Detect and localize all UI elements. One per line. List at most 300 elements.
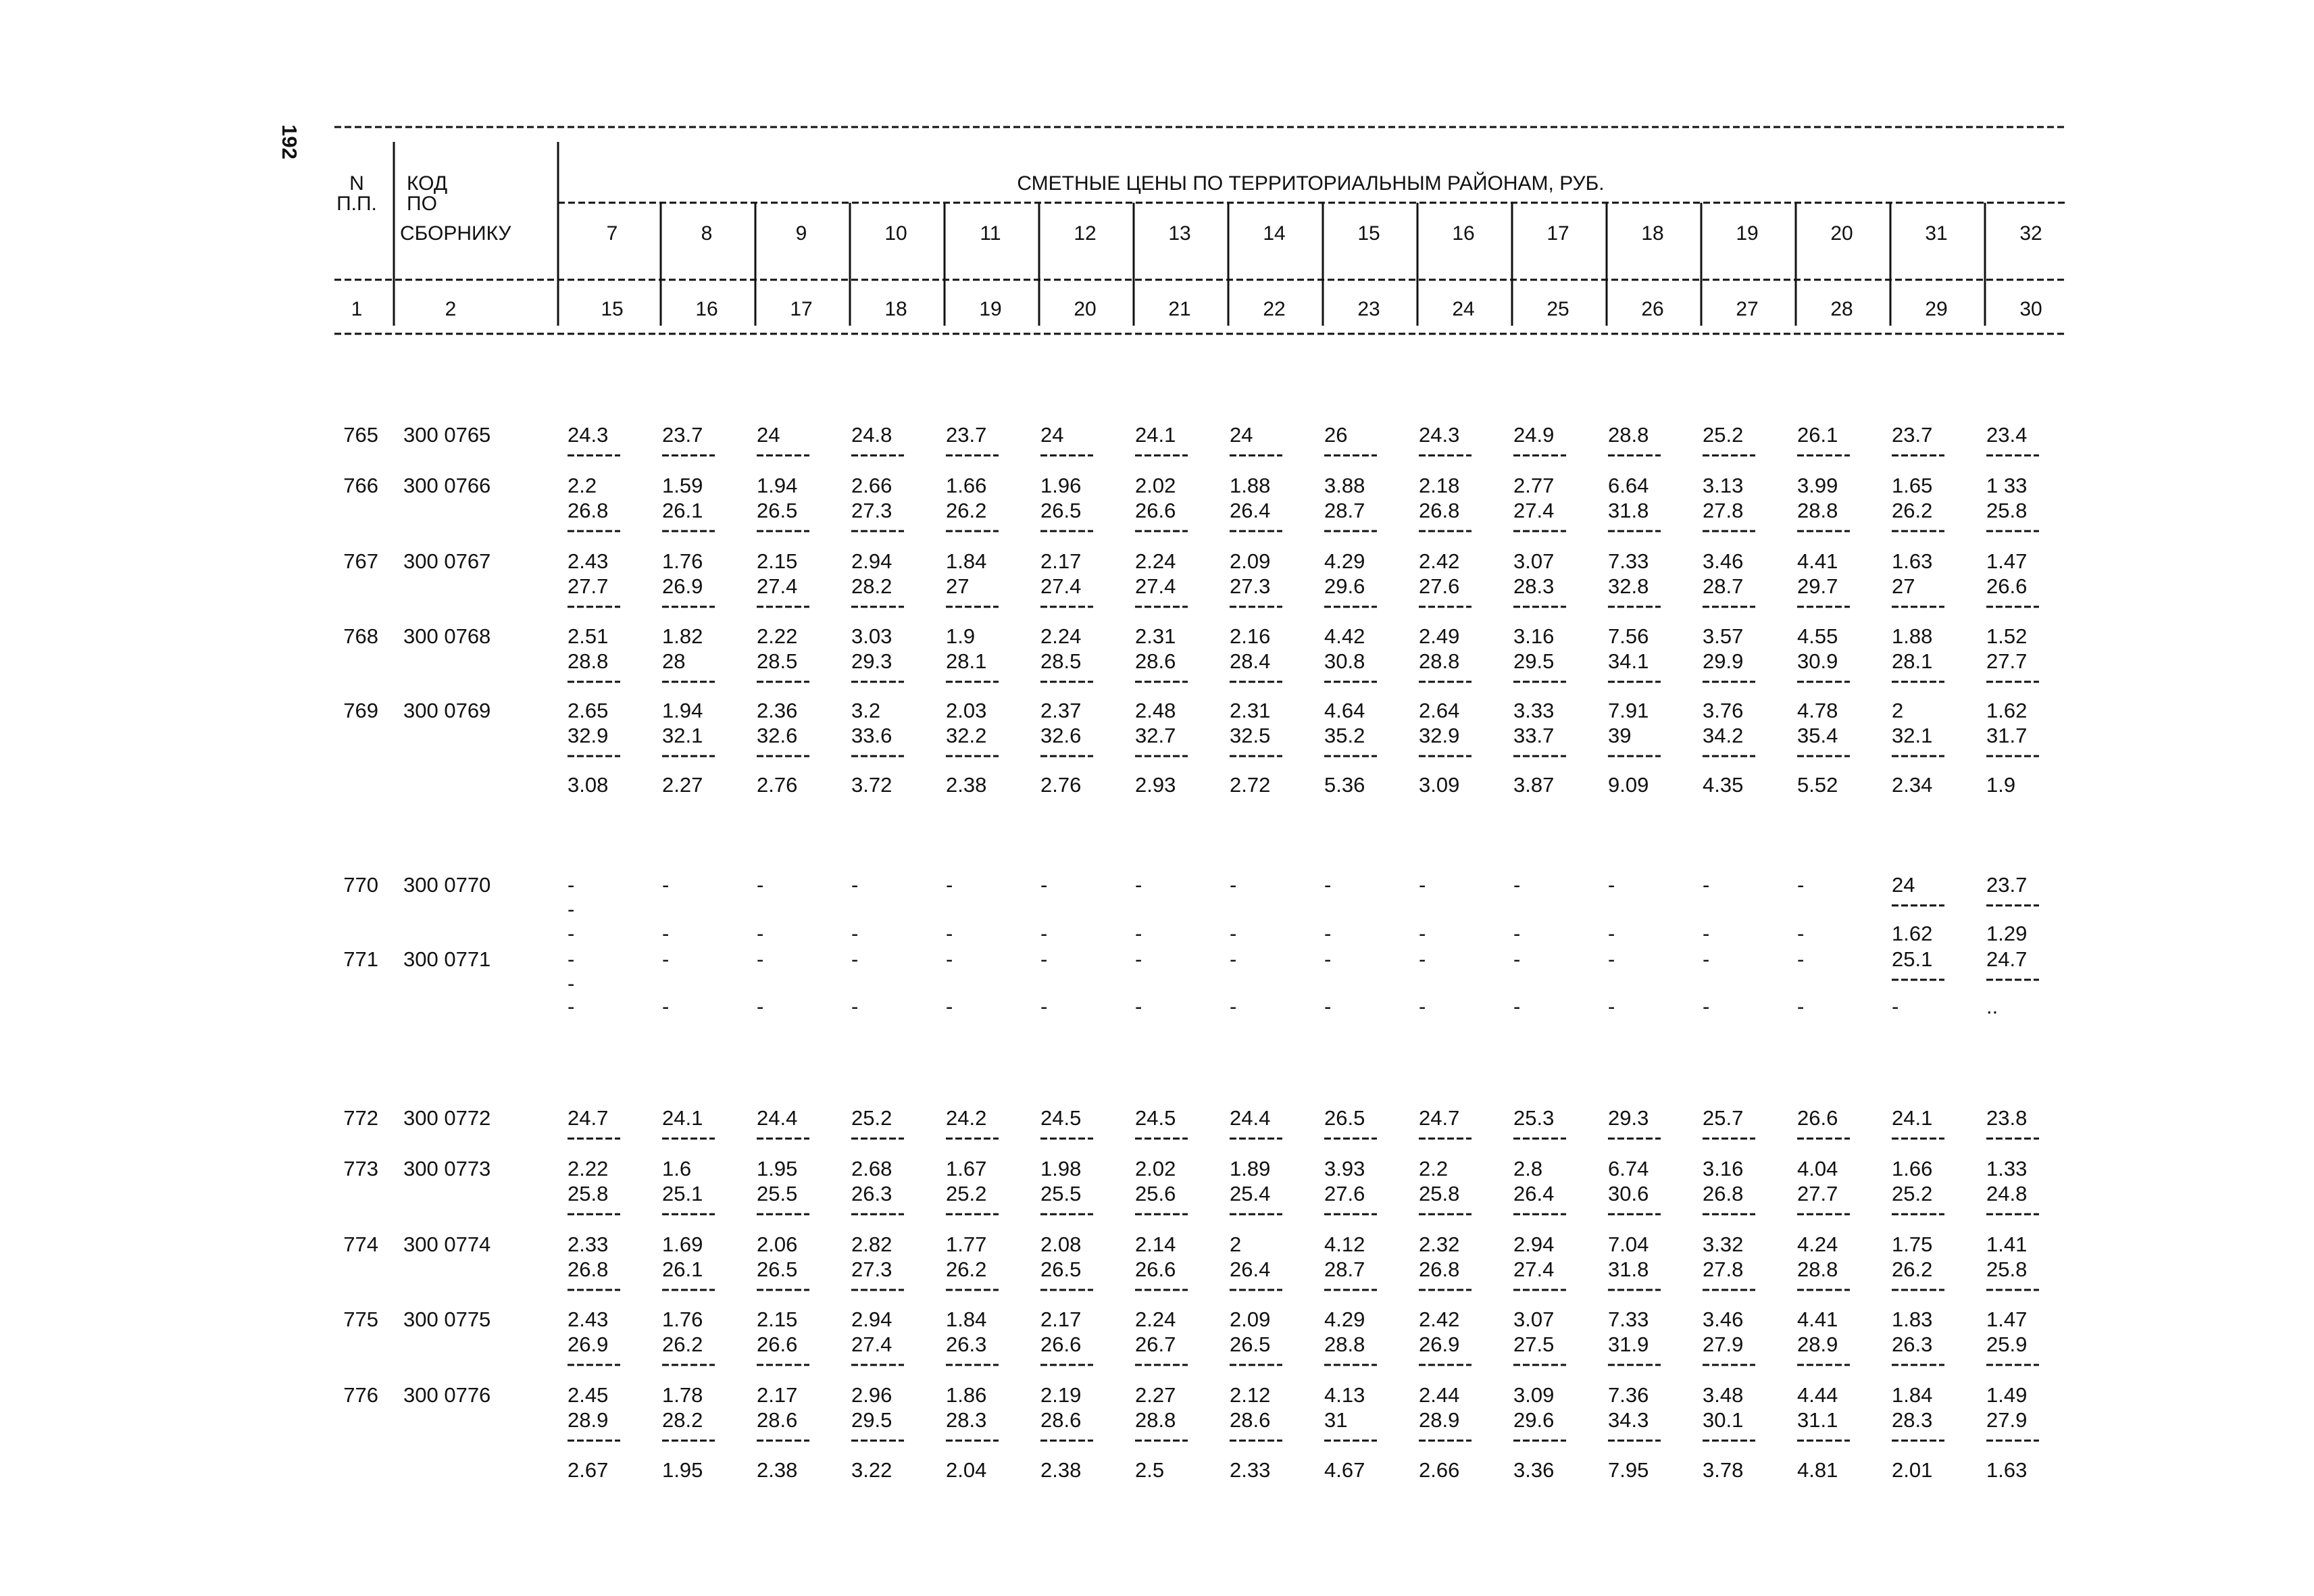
empty-cell-dash: -: [851, 922, 859, 945]
empty-cell-dash: -: [946, 947, 953, 971]
price-cell: 29.5: [1513, 649, 1555, 673]
price-cell: 2.38: [1040, 1458, 1082, 1482]
column-number: 19: [979, 298, 1002, 320]
price-cell: 30.6: [1608, 1182, 1649, 1205]
column-number: 26: [1641, 298, 1664, 320]
district-label: 15: [1357, 222, 1380, 245]
price-cell: 32.1: [662, 724, 703, 747]
price-cell: 24.1: [662, 1106, 703, 1130]
district-label: 8: [701, 222, 713, 245]
price-cell: 26.5: [757, 1257, 798, 1281]
price-cell: 1.98: [1040, 1157, 1082, 1180]
price-cell: 2.01: [1892, 1458, 1933, 1482]
price-cell: 2.38: [757, 1458, 798, 1482]
empty-cell-dash: -: [568, 947, 575, 971]
price-cell: 1.83: [1892, 1307, 1933, 1331]
price-cell: 2.65: [568, 699, 609, 722]
row-number: 765: [343, 423, 378, 447]
column-number: 22: [1263, 298, 1286, 320]
price-cell: 32.1: [1892, 724, 1933, 747]
price-cell: 27.3: [1230, 574, 1271, 598]
price-cell: 3.46: [1703, 549, 1744, 573]
price-cell: 5.36: [1324, 773, 1365, 797]
row-number: 769: [343, 699, 378, 722]
price-cell: 26.5: [757, 499, 798, 522]
price-cell: 30.8: [1324, 649, 1365, 673]
empty-cell-dash: -: [1135, 873, 1142, 897]
price-cell: 26.1: [662, 1257, 703, 1281]
price-cell: 26.3: [946, 1332, 987, 1356]
table-row: [343, 1383, 2027, 1407]
price-cell: 24: [1230, 423, 1253, 447]
price-cell: 3.08: [568, 773, 609, 797]
price-cell: 25.2: [1892, 1182, 1933, 1205]
price-cell: 24.2: [946, 1106, 987, 1130]
price-cell: 25.5: [1040, 1182, 1082, 1205]
empty-cell-dash: -: [851, 995, 859, 1018]
price-cell: 1.33: [1986, 1157, 2028, 1180]
price-cell: 2.51: [568, 624, 609, 648]
empty-cell-dash: -: [568, 995, 575, 1018]
price-cell: 3.72: [851, 773, 892, 797]
row-number: 774: [343, 1232, 378, 1256]
price-cell: 2.31: [1230, 699, 1271, 722]
price-cell: 2.02: [1135, 474, 1176, 497]
price-cell: 1.94: [662, 699, 703, 722]
price-cell: 3.07: [1513, 1307, 1555, 1331]
price-cell: 4.29: [1324, 1307, 1365, 1331]
district-label: 20: [1830, 222, 1853, 245]
price-cell: 2.93: [1135, 773, 1176, 797]
price-cell: 29.3: [851, 649, 892, 673]
column-number: 21: [1168, 298, 1191, 320]
empty-cell-dash: -: [1608, 947, 1615, 971]
price-cell: 2.43: [568, 549, 609, 573]
col-code-label: КОД: [407, 172, 448, 195]
price-cell: 2.34: [1892, 773, 1933, 797]
catalog-code: 300 0774: [403, 1232, 491, 1256]
row-number: 773: [343, 1157, 378, 1180]
price-cell: 28.8: [568, 649, 609, 673]
price-cell: 24: [757, 423, 780, 447]
page-number: 192: [278, 124, 301, 159]
district-label: 31: [1925, 222, 1948, 245]
price-cell: 1.41: [1986, 1232, 2028, 1256]
price-cell: 3.99: [1797, 474, 1838, 497]
price-cell: 25.3: [1513, 1106, 1555, 1130]
price-cell: 26.2: [1892, 1257, 1933, 1281]
price-cell: 1.9: [946, 624, 976, 648]
price-cell: 1.94: [757, 474, 798, 497]
price-cell: 24.9: [1513, 423, 1555, 447]
table-row: [343, 474, 2027, 497]
empty-cell-dash: -: [662, 995, 670, 1018]
col-code-label-3: СБОРНИКУ: [400, 222, 511, 245]
price-cell: 28.3: [1513, 574, 1555, 598]
price-cell: 2.82: [851, 1232, 892, 1256]
price-cell: 25.2: [946, 1182, 987, 1205]
price-cell: 4.12: [1324, 1232, 1365, 1256]
price-cell: 27: [1892, 574, 1915, 598]
price-cell: 2.68: [851, 1157, 892, 1180]
price-cell: 2.44: [1419, 1383, 1460, 1407]
price-cell: 26.5: [1230, 1332, 1271, 1356]
table-row: [568, 724, 2039, 756]
district-label: 32: [2019, 222, 2042, 245]
price-cell: 1.9: [1986, 773, 2016, 797]
price-cell: 4.44: [1797, 1383, 1838, 1407]
empty-cell-dash: -: [1230, 947, 1237, 971]
price-cell: 3.46: [1703, 1307, 1744, 1331]
price-cell: 7.95: [1608, 1458, 1649, 1482]
price-cell: 27.4: [1513, 1257, 1555, 1281]
price-cell: 27.7: [1797, 1182, 1838, 1205]
district-label: 12: [1074, 222, 1097, 245]
price-cell: 2.22: [568, 1157, 609, 1180]
price-cell: 24.3: [568, 423, 609, 447]
table-row: [343, 1232, 2027, 1256]
price-cell: 33.7: [1513, 724, 1555, 747]
price-cell: 32.2: [946, 724, 987, 747]
price-cell: 2.94: [851, 1307, 892, 1331]
catalog-code: 300 0775: [403, 1307, 491, 1331]
price-cell: 3.32: [1703, 1232, 1744, 1256]
price-cell: 2.24: [1135, 549, 1176, 573]
price-cell: 2.22: [757, 624, 798, 648]
price-cell: 2.37: [1040, 699, 1082, 722]
row-number: 766: [343, 474, 378, 497]
price-cell: 6.64: [1608, 474, 1649, 497]
price-cell: 25.8: [1986, 499, 2028, 522]
price-cell: 26.7: [1135, 1332, 1176, 1356]
price-cell: 3.88: [1324, 474, 1365, 497]
empty-cell-dash: -: [1040, 995, 1048, 1018]
col-number-2: 2: [445, 298, 457, 320]
price-cell: 2.43: [568, 1307, 609, 1331]
price-cell: 25.8: [1419, 1182, 1460, 1205]
price-cell: 4.24: [1797, 1232, 1838, 1256]
price-cell: 32.6: [757, 724, 798, 747]
price-cell: 2.12: [1230, 1383, 1271, 1407]
price-cell: 29.5: [851, 1408, 892, 1432]
empty-cell-dash: -: [1040, 922, 1048, 945]
empty-cell-dash: -: [851, 947, 859, 971]
price-cell: 23.7: [946, 423, 987, 447]
price-cell: 1.47: [1986, 549, 2028, 573]
column-number: 25: [1546, 298, 1569, 320]
price-cell: 30.1: [1703, 1408, 1744, 1432]
price-cell: 28.1: [946, 649, 987, 673]
district-label: 14: [1263, 222, 1286, 245]
table-row: [343, 1157, 2027, 1180]
table-row: [343, 1106, 2039, 1139]
price-cell: 24.4: [757, 1106, 798, 1130]
empty-cell-dash: -: [1513, 873, 1521, 897]
price-cell: 2.16: [1230, 624, 1271, 648]
table-body: [343, 423, 2039, 1482]
price-cell: 29.3: [1608, 1106, 1649, 1130]
catalog-code: 300 0769: [403, 699, 491, 722]
price-cell: 31: [1324, 1408, 1348, 1432]
price-cell: 1.78: [662, 1383, 703, 1407]
price-cell: 2.38: [946, 773, 987, 797]
price-cell: 26.6: [1986, 574, 2028, 598]
price-cell: 26.6: [757, 1332, 798, 1356]
price-cell: 1.65: [1892, 474, 1933, 497]
price-cell: 31.8: [1608, 499, 1649, 522]
empty-cell-dash: -: [662, 947, 670, 971]
price-cell: 23.4: [1986, 423, 2028, 447]
price-cell: 26.9: [662, 574, 703, 598]
price-cell: 1.52: [1986, 624, 2028, 648]
price-cell: 2.33: [568, 1232, 609, 1256]
price-cell: 25.8: [1986, 1257, 2028, 1281]
row-number: 768: [343, 624, 378, 648]
empty-cell-dash: -: [1703, 947, 1710, 971]
column-number: 23: [1357, 298, 1380, 320]
empty-cell-dash: -: [1608, 922, 1615, 945]
price-cell: 26.5: [1040, 499, 1082, 522]
price-cell: 26.8: [1419, 499, 1460, 522]
price-cell: 31.1: [1797, 1408, 1838, 1432]
price-cell: 32.7: [1135, 724, 1176, 747]
price-cell: 1.67: [946, 1157, 987, 1180]
price-cell: 26.8: [1703, 1182, 1744, 1205]
price-cell: 3.48: [1703, 1383, 1744, 1407]
catalog-code: 300 0773: [403, 1157, 491, 1180]
empty-cell-dash: -: [1419, 873, 1426, 897]
price-cell: 2.76: [1040, 773, 1082, 797]
price-cell: 26.8: [568, 499, 609, 522]
empty-cell-dash: -: [1230, 995, 1237, 1018]
price-cell: 1.62: [1986, 699, 2028, 722]
column-number: 28: [1830, 298, 1853, 320]
price-cell: 32.9: [568, 724, 609, 747]
price-cell: 25.5: [757, 1182, 798, 1205]
price-cell: 39: [1608, 724, 1632, 747]
price-cell: 23.8: [1986, 1106, 2028, 1130]
price-cell: 4.78: [1797, 699, 1838, 722]
empty-cell-dash: -: [757, 995, 764, 1018]
row-number: 776: [343, 1383, 378, 1407]
price-cell: 3.16: [1703, 1157, 1744, 1180]
price-cell: 29.7: [1797, 574, 1838, 598]
price-cell: 2.49: [1419, 624, 1460, 648]
price-cell: 4.41: [1797, 1307, 1838, 1331]
price-cell: 2.15: [757, 549, 798, 573]
table-row: [343, 947, 2027, 971]
price-cell: 1.84: [1892, 1383, 1933, 1407]
price-cell: 26.1: [1797, 423, 1838, 447]
price-cell: 4.04: [1797, 1157, 1838, 1180]
col-n-label-2: П.П.: [336, 193, 377, 215]
price-cell: 2.03: [946, 699, 987, 722]
price-cell: 24.3: [1419, 423, 1460, 447]
price-cell: 3.93: [1324, 1157, 1365, 1180]
column-number: 29: [1925, 298, 1948, 320]
price-cell: 2.14: [1135, 1232, 1176, 1256]
price-cell: 31.7: [1986, 724, 2028, 747]
price-cell: 5.52: [1797, 773, 1838, 797]
price-cell: 26.4: [1230, 1257, 1271, 1281]
price-cell: 28.6: [1135, 649, 1176, 673]
price-cell: 26.9: [568, 1332, 609, 1356]
price-cell: 2.17: [1040, 549, 1082, 573]
price-cell: 2.18: [1419, 474, 1460, 497]
price-cell: 28.3: [1892, 1408, 1933, 1432]
price-cell: 26.6: [1797, 1106, 1838, 1130]
price-cell: 27.5: [1513, 1332, 1555, 1356]
empty-cell-dash: -: [946, 995, 953, 1018]
price-cell: 2.76: [757, 773, 798, 797]
price-cell: 2.32: [1419, 1232, 1460, 1256]
price-cell: 33.6: [851, 724, 892, 747]
empty-cell-dash: -: [1513, 995, 1521, 1018]
price-cell: 1.66: [1892, 1157, 1933, 1180]
price-cell: 1.6: [662, 1157, 692, 1180]
price-cell: 28.8: [1608, 423, 1649, 447]
district-label: 18: [1641, 222, 1664, 245]
empty-cell-dash: -: [1419, 947, 1426, 971]
empty-cell-dash: -: [1040, 873, 1048, 897]
catalog-code: 300 0767: [403, 549, 491, 573]
price-cell: 2.09: [1230, 1307, 1271, 1331]
price-cell: 1.66: [946, 474, 987, 497]
price-cell: 32.8: [1608, 574, 1649, 598]
price-cell: 2.66: [851, 474, 892, 497]
price-cell: 9.09: [1608, 773, 1649, 797]
price-cell: 26.5: [1040, 1257, 1082, 1281]
empty-cell-dash: -: [1324, 947, 1332, 971]
row-number: 770: [343, 873, 378, 897]
price-cell: 2.94: [851, 549, 892, 573]
price-cell: 3.76: [1703, 699, 1744, 722]
price-cell: 1.84: [946, 1307, 987, 1331]
catalog-code: 300 0765: [403, 423, 491, 447]
price-cell: 2.27: [1135, 1383, 1176, 1407]
price-cell: 3.36: [1513, 1458, 1555, 1482]
price-cell: 2.5: [1135, 1458, 1165, 1482]
table-row: [568, 922, 2027, 945]
empty-cell-dash: -: [1040, 947, 1048, 971]
price-cell: 32.9: [1419, 724, 1460, 747]
table-row: [343, 549, 2027, 573]
price-cell: 24.8: [1986, 1182, 2028, 1205]
price-cell: 7.36: [1608, 1383, 1649, 1407]
price-cell: 35.2: [1324, 724, 1365, 747]
empty-cell-dash: -: [757, 947, 764, 971]
price-cell: 2.8: [1513, 1157, 1543, 1180]
price-cell: 25.7: [1703, 1106, 1744, 1130]
price-cell: 2.08: [1040, 1232, 1082, 1256]
price-cell: 27.4: [1040, 574, 1082, 598]
price-group: [343, 873, 2027, 1018]
price-cell: 4.64: [1324, 699, 1365, 722]
price-cell: 26.2: [946, 1257, 987, 1281]
price-cell: 2.2: [568, 474, 597, 497]
empty-cell-dash: -: [1230, 873, 1237, 897]
price-cell: 3.16: [1513, 624, 1555, 648]
catalog-code: 300 0771: [403, 947, 491, 971]
price-cell: 28.6: [757, 1408, 798, 1432]
row-number: 767: [343, 549, 378, 573]
price-cell: 26.4: [1230, 499, 1271, 522]
column-number: 24: [1452, 298, 1475, 320]
price-cell: 2.02: [1135, 1157, 1176, 1180]
empty-cell-dash: -: [1608, 995, 1615, 1018]
table-row: [568, 1458, 2027, 1482]
price-cell: 24.4: [1230, 1106, 1271, 1130]
price-cell: 2.17: [1040, 1307, 1082, 1331]
price-cell: 26.5: [1324, 1106, 1365, 1130]
district-label: 16: [1452, 222, 1475, 245]
price-cell: 24.7: [568, 1106, 609, 1130]
price-cell: 24.1: [1892, 1106, 1933, 1130]
empty-cell-dash: -: [1892, 995, 1899, 1018]
table-row: [568, 499, 2039, 531]
empty-cell-dash: -: [1797, 947, 1805, 971]
price-cell: 26.3: [851, 1182, 892, 1205]
price-cell: 24: [1892, 873, 1915, 897]
table-row: [568, 972, 574, 995]
price-cell: 1.47: [1986, 1307, 2028, 1331]
price-cell: 27.8: [1703, 1257, 1744, 1281]
price-cell: 26.8: [568, 1257, 609, 1281]
price-cell: 2.42: [1419, 1307, 1460, 1331]
empty-cell-dash: -: [1324, 873, 1332, 897]
empty-cell-dash: -: [1703, 873, 1710, 897]
price-cell: 6.74: [1608, 1157, 1649, 1180]
price-cell: 28.2: [662, 1408, 703, 1432]
empty-cell-dash: -: [1135, 922, 1142, 945]
price-cell: 2.24: [1135, 1307, 1176, 1331]
price-cell: 2.72: [1230, 773, 1271, 797]
price-cell: 3.22: [851, 1458, 892, 1482]
price-cell: 28.5: [757, 649, 798, 673]
price-cell: 30.9: [1797, 649, 1838, 673]
price-cell: 4.55: [1797, 624, 1838, 648]
price-cell: 7.33: [1608, 549, 1649, 573]
empty-cell-dash: -: [568, 922, 575, 945]
price-cell: 2: [1892, 699, 1904, 722]
table-row: [568, 897, 574, 921]
price-cell: 34.3: [1608, 1408, 1649, 1432]
price-cell: 1.88: [1892, 624, 1933, 648]
price-cell: 2.67: [568, 1458, 609, 1482]
price-cell: 1.89: [1230, 1157, 1271, 1180]
price-cell: 24.5: [1040, 1106, 1082, 1130]
price-cell: 27.6: [1419, 574, 1460, 598]
price-cell: 32.6: [1040, 724, 1082, 747]
table-row: [343, 873, 2027, 897]
catalog-code: 300 0770: [403, 873, 491, 897]
price-cell: 28.9: [1419, 1408, 1460, 1432]
price-cell: 2.31: [1135, 624, 1176, 648]
price-cell: 28: [662, 649, 686, 673]
price-cell: 26.8: [1419, 1257, 1460, 1281]
price-cell: 2.2: [1419, 1157, 1449, 1180]
empty-cell-dash: ..: [1986, 995, 1998, 1018]
empty-cell-dash: -: [851, 873, 859, 897]
price-cell: 1.63: [1892, 549, 1933, 573]
price-cell: 2.27: [662, 773, 703, 797]
col-number-1: 1: [351, 298, 363, 320]
column-number: 27: [1736, 298, 1759, 320]
empty-cell-dash: -: [1135, 947, 1142, 971]
price-cell: 4.67: [1324, 1458, 1365, 1482]
price-cell: 29.6: [1513, 1408, 1555, 1432]
table-row: [568, 1257, 2039, 1290]
